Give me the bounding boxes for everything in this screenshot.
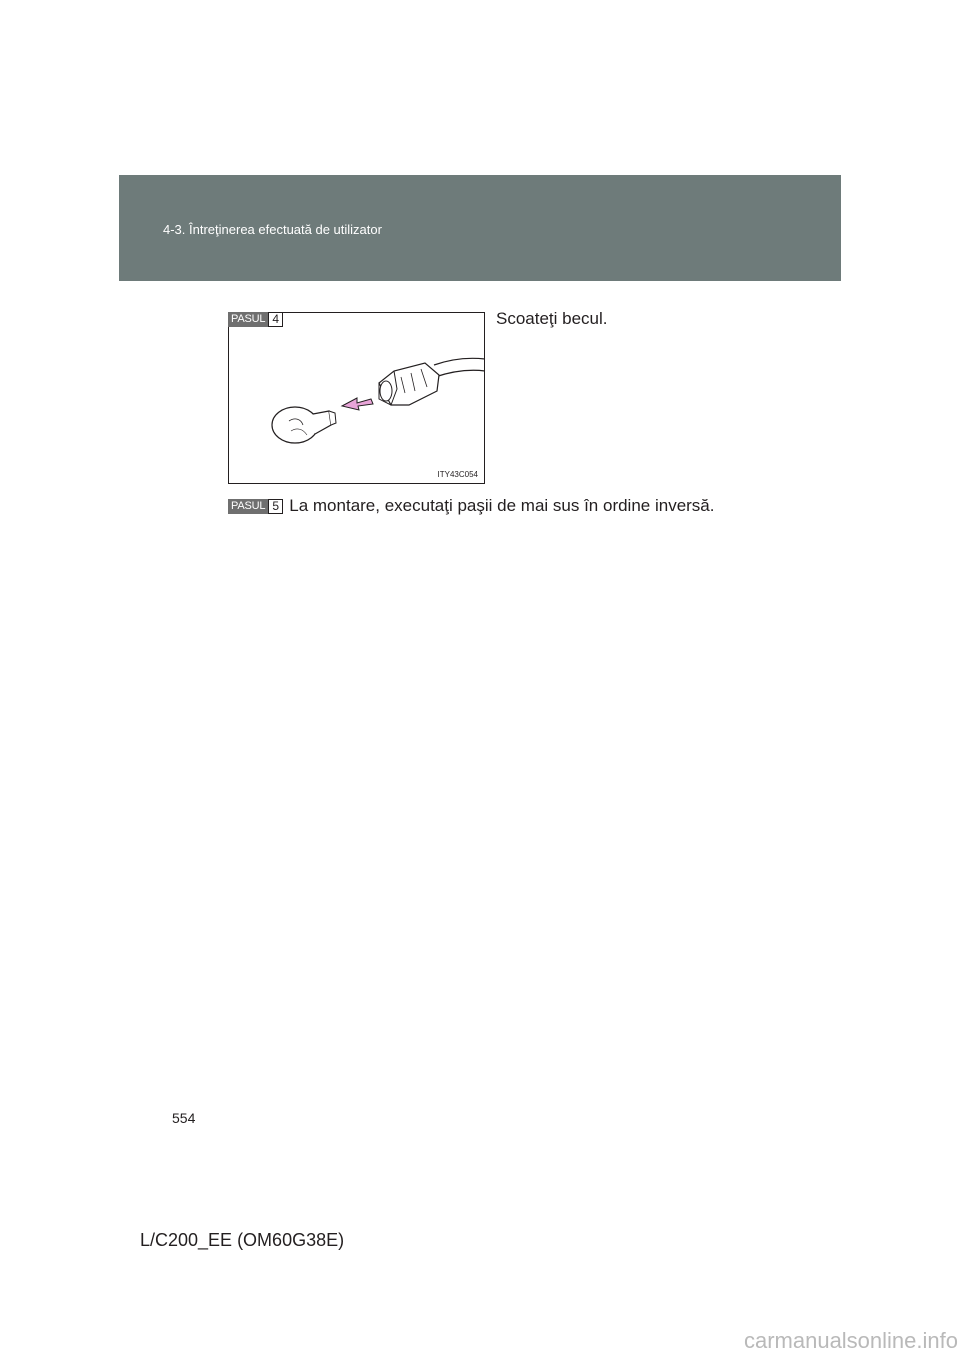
step-5-row (228, 496, 715, 516)
document-code: L/C200_EE (OM60G38E) (140, 1230, 345, 1250)
step-4-badge (228, 312, 283, 327)
section-header-band (119, 175, 841, 281)
watermark: carmanualsonline.info (743, 1328, 958, 1353)
bulb-removal-illustration (229, 313, 486, 485)
bulb-removal-figure (228, 312, 485, 484)
step-badge-number: 5 (268, 499, 283, 514)
step-badge-word: PASUL (228, 312, 268, 327)
step-4-instruction: Scoateţi becul. (496, 309, 608, 328)
step-badge-word: PASUL (228, 499, 268, 514)
step-5-instruction: La montare, executaţi paşii de mai sus în ordine inversă. (289, 496, 715, 515)
step-badge-number: 4 (268, 312, 283, 327)
page-number: 554 (172, 1110, 196, 1126)
section-title: 4-3. Întreţinerea efectuată de utilizator (163, 222, 382, 237)
figure-code: ITY43C054 (437, 470, 478, 479)
step-5-badge (228, 499, 283, 514)
